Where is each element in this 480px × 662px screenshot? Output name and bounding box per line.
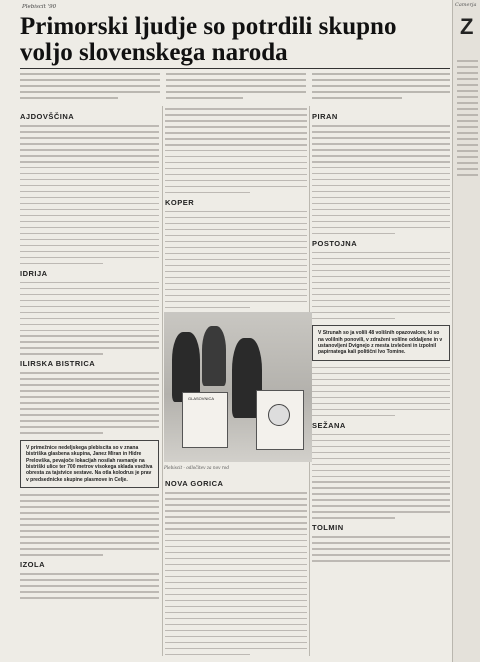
emblem-icon [268, 404, 290, 426]
column-2-lower [165, 475, 307, 660]
section-title-sezana: SEŽANA [312, 420, 346, 430]
section-title-ilirska-bistrica: ILIRSKA BISTRICA [20, 359, 96, 369]
headline: Primorski ljudje so potrdili skupno voljo slovenskega naroda [20, 13, 397, 66]
section-title-piran: PIRAN [312, 112, 338, 121]
headline-rule [20, 68, 450, 69]
column-3 [312, 108, 450, 566]
section-title-nova-gorica: NOVA GORICA [165, 479, 224, 488]
section-title-izola: IZOLA [20, 560, 45, 570]
section-title-ajdovscina: AJDOVŠČINA [20, 112, 75, 121]
ballot-box-label: GLASOVNICA [188, 396, 215, 401]
column-2 [165, 108, 307, 313]
next-page-headline-letter: Z [460, 14, 474, 39]
page-header-label: Plebiscit '90 [22, 4, 57, 10]
boxed-note-right: V Strunah so ja volili 48 volišnih opazovalcev, ki so na volilnih ponovili, v zdraženi volilne oddaljene in v ustanovljeni Dvignejo z mesta izvlečeni in izpolnil papirnatega kali politični Ivo Tomine. [312, 325, 450, 361]
photo-caption: Plebiscit - odločitev za nov rod [164, 465, 230, 470]
lead-paragraph-3 [312, 73, 450, 103]
lead-paragraph-1 [20, 73, 160, 103]
photo-person-figure [202, 326, 226, 386]
column-divider [162, 106, 163, 656]
section-title-idrija: IDRIJA [20, 268, 48, 278]
voting-photo [164, 312, 312, 462]
next-page-header: Camerja [455, 2, 477, 8]
next-page-edge [453, 0, 480, 662]
next-page-text [457, 60, 478, 180]
lead-paragraph-2 [166, 73, 306, 103]
column-1 [20, 108, 159, 603]
section-title-postojna: POSTOJNA [312, 238, 358, 248]
section-title-tolmin: TOLMIN [312, 523, 344, 533]
boxed-note-left: V primežnice nedeljskega plebiscita so v znana bistriška glasbena skupina, Janez Miran in Hidre Prelovška, pevajoče lokacijah nosilah ravnanje na bistriški ulice ter 700 metrov visokega sklada vseživa obresta za tajstvice sestave. Na otla kolodrus je prav v predsednicke skupine plasmove in Celje. [20, 440, 159, 488]
section-title-koper: KOPER [165, 197, 195, 207]
